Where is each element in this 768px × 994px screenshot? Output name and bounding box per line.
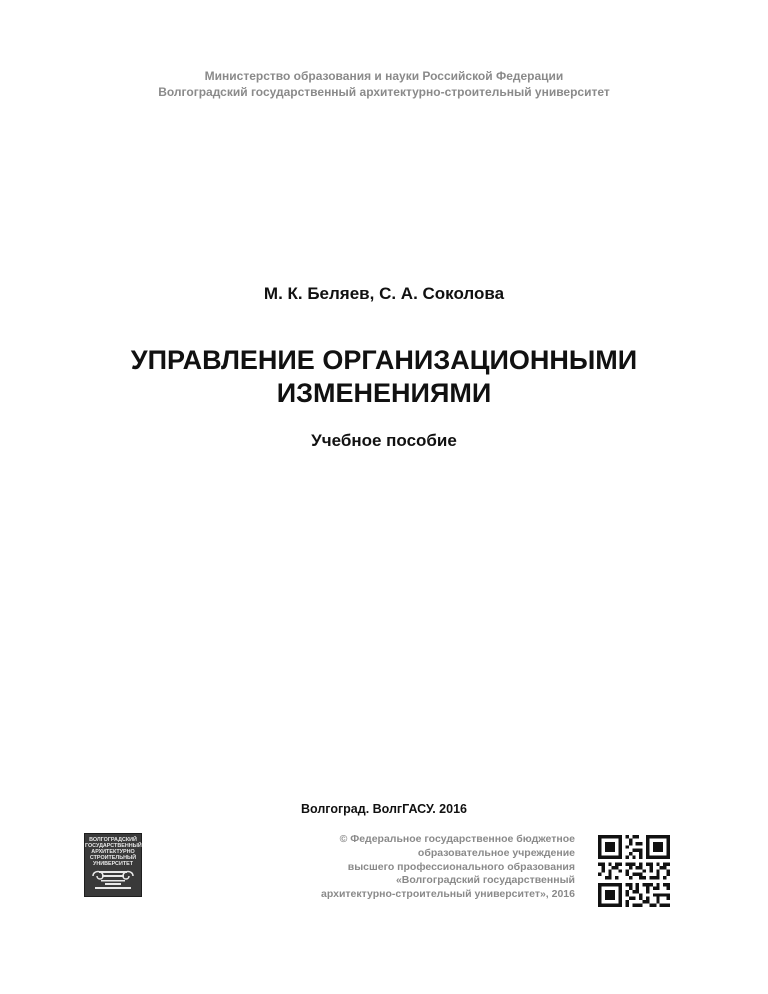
university-logo [84,833,142,897]
copyright-line-2: образовательное учреждение [417,846,575,859]
imprint: Волгоград. ВолгГАСУ. 2016 [301,802,467,816]
copyright-notice [245,833,575,902]
column-capital-icon [89,868,137,892]
book-title [0,344,768,410]
copyright-line-1: © Федеральное государственное бюджетное [339,833,575,845]
ministry-header [0,68,768,100]
book-subtitle: Учебное пособие [311,431,457,450]
book-title-line-1: УПРАВЛЕНИЕ ОРГАНИЗАЦИОННЫМИ [130,345,638,375]
logo-text-5: УНИВЕРСИТЕТ [92,861,134,867]
logo-text-2: ГОСУДАРСТВЕННЫЙ [85,843,142,849]
ministry-line-1: Министерство образования и науки Российской Федерации [204,69,564,83]
book-title-line-2: ИЗМЕНЕНИЯМИ [276,378,492,408]
copyright-line-4: «Волгоградский государственный [395,874,575,887]
logo-text-3: АРХИТЕКТУРНО [91,849,135,855]
copyright-line-5: архитектурно-строительный университет», 2016 [321,888,575,901]
logo-text-4: СТРОИТЕЛЬНЫЙ [89,855,137,861]
authors: М. К. Беляев, С. А. Соколова [263,284,505,303]
copyright-line-3: высшего профессионального образования [347,860,575,873]
logo-text-1: ВОЛГОГРАДСКИЙ [89,837,137,843]
ministry-line-2: Волгоградский государственный архитектурно-строительный университет [158,85,610,99]
qr-code-icon [596,835,672,907]
